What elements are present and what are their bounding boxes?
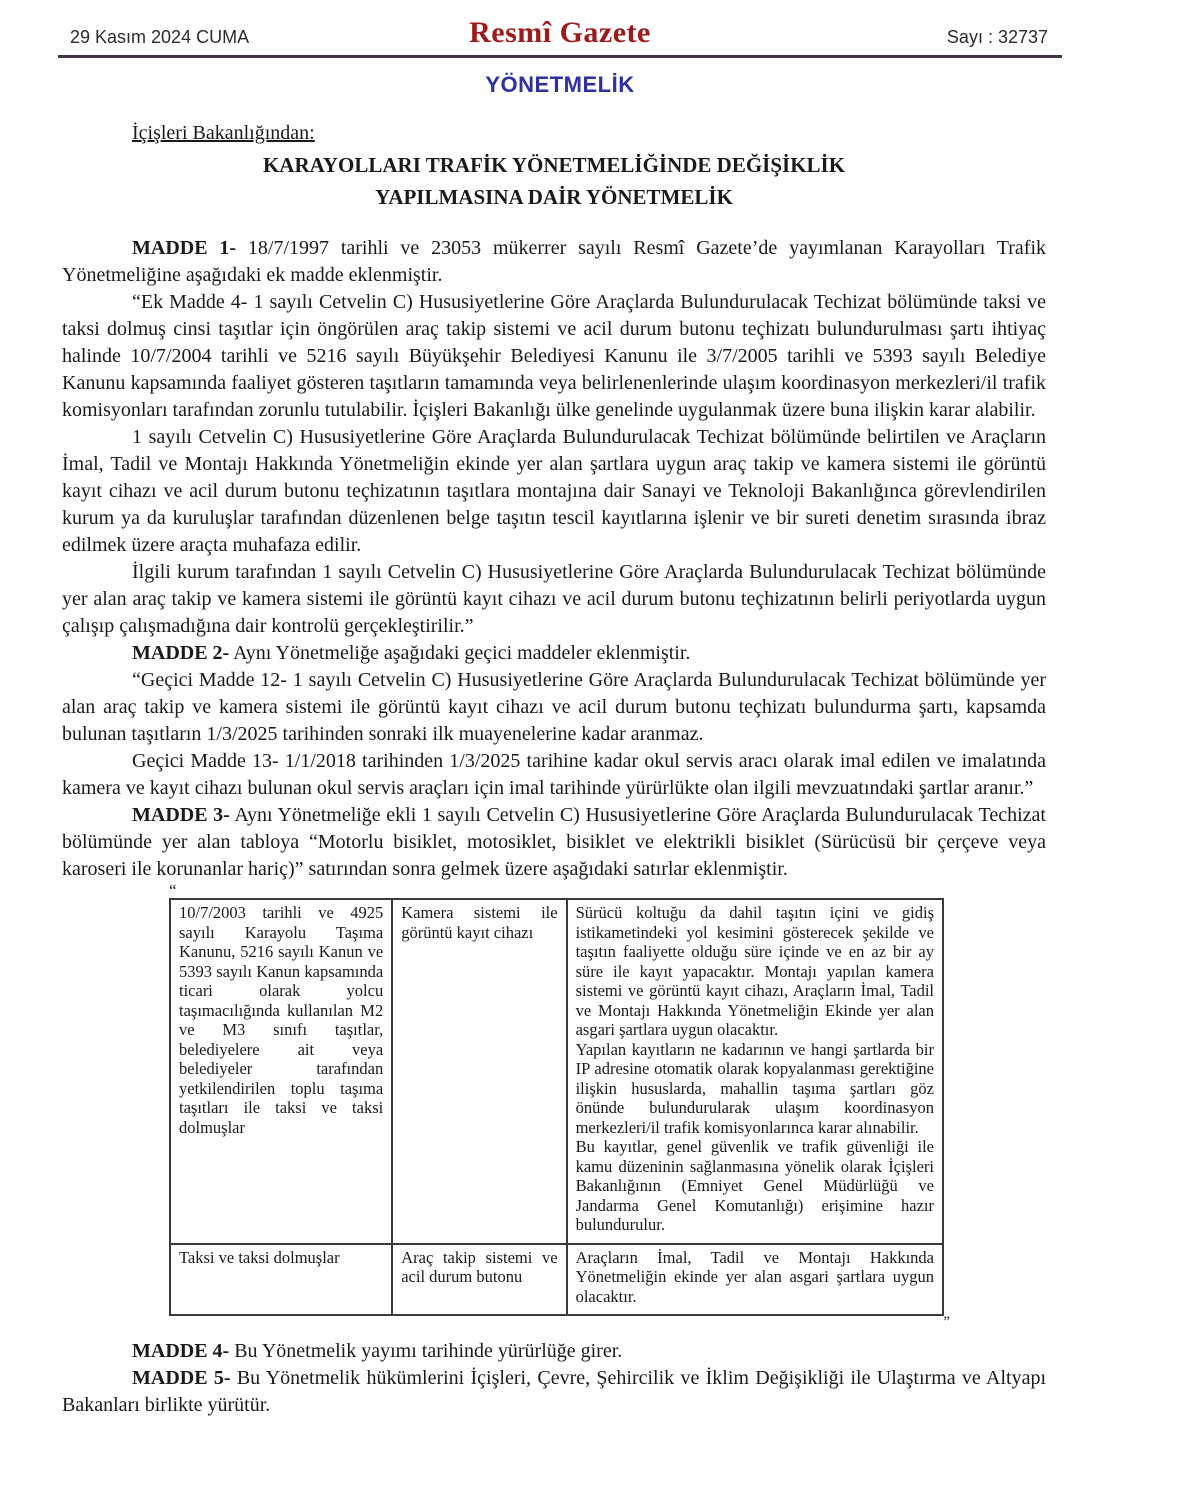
table-row-m2-m3	[170, 899, 943, 1244]
article-text: İlgili kurum tarafından 1 sayılı Cetvelin C) Hususiyetlerine Göre Araçlarda Bulundurulacak Techizat bölümünde yer alan araç takip ve kamera sistemi ile görüntü kayıt cihazı ve acil durum butonu teçhizatının belirli periyotlarda uygun çalışıp çalışmadığına dair kontrolü gerçekleştirilir.”	[62, 561, 1046, 637]
header-rule	[58, 55, 1062, 58]
document-title-line-1: KARAYOLLARI TRAFİK YÖNETMELİĞİNDE DEĞİŞİKLİK	[262, 153, 846, 177]
article-label: MADDE 5-	[132, 1367, 231, 1389]
article-text: Bu Yönetmelik yayımı tarihinde yürürlüğe girer.	[234, 1340, 623, 1362]
ministry-line: İçişleri Bakanlığından:	[132, 122, 315, 144]
paragraph-madde-5	[62, 1365, 1046, 1419]
paragraph-ilgili-kurum	[62, 559, 1046, 640]
paragraph-madde-3	[62, 802, 1046, 883]
section-heading: YÖNETMELİK	[485, 72, 635, 97]
paragraph-gecici-madde-12	[62, 667, 1046, 748]
issue-number: Sayı : 32737	[946, 27, 1048, 47]
header-date: 29 Kasım 2024 CUMA	[70, 27, 250, 47]
article-label: MADDE 3-	[132, 804, 230, 826]
article-label: MADDE 4-	[132, 1340, 230, 1362]
cell-requirements: Araçların İmal, Tadil ve Montajı Hakkında Yönetmeliğin ekinde yer alan asgari şartlara uygun olacaktır.	[567, 1244, 943, 1316]
regulation-table	[169, 898, 944, 1316]
requirement-paragraph: Bu kayıtlar, genel güvenlik ve trafik güvenliği ile kamu düzeninin sağlanmasına yönelik olarak İçişleri Bakanlığının (Emniyet Genel Müdürlüğü ve Jandarma Genel Komutanlığı) erişimine hazır bulundurulur.	[575, 1137, 934, 1234]
document-body	[62, 120, 1046, 1419]
paragraph-gecici-madde-13	[62, 748, 1046, 802]
cell-vehicle-scope: Taksi ve taksi dolmuşlar	[170, 1244, 392, 1316]
article-text: Aynı Yönetmeliğe aşağıdaki geçici maddeler eklenmiştir.	[233, 642, 691, 664]
article-label: MADDE 2-	[132, 642, 230, 664]
paragraph-ek-madde-4	[62, 289, 1046, 424]
cell-equipment: Araç takip sistemi ve acil durum butonu	[392, 1244, 566, 1316]
gazette-header	[58, 16, 1062, 52]
requirement-paragraph: Sürücü koltuğu da dahil taşıtın içini ve gidiş istikametindeki yol kesimini gösterecek şekilde ve taşıtın faaliyette olduğu süre içinde ve en az bir ay süre ile kayıt yapacaktır. Montajı yapılan kamera sistemi ve görüntü kayıt cihazı, Araçların İmal, Tadil ve Montajı Hakkında Yönetmeliğin Ekinde yer alan asgari şartlara uygun olacaktır.	[575, 903, 934, 1039]
article-label: MADDE 1-	[132, 237, 237, 259]
table-row-taksi	[170, 1244, 943, 1316]
masthead-title: Resmî Gazete	[469, 16, 651, 49]
table-closing-quote: ”	[943, 1314, 950, 1330]
document-title-line-2: YAPILMASINA DAİR YÖNETMELİK	[375, 185, 733, 209]
article-text: 18/7/1997 tarihli ve 23053 mükerrer sayılı Resmî Gazete’de yayımlanan Karayolları Trafik Yönetmeliğine aşağıdaki ek madde eklenmiştir.	[62, 237, 1047, 286]
article-text: “Geçici Madde 12- 1 sayılı Cetvelin C) Hususiyetlerine Göre Araçlarda Bulundurulacak Techizat bölümünde yer alan araç takip ve kamera sistemi ile görüntü kayıt cihazı ve acil durum butonu teçhizatı bulundurma şartı, kapsamda bulunan taşıtların 1/3/2025 tarihinden sonraki ilk muayenelerine kadar aranmaz.	[62, 669, 1046, 745]
paragraph-madde-2	[62, 640, 1046, 667]
article-text: 1 sayılı Cetvelin C) Hususiyetlerine Göre Araçlarda Bulundurulacak Techizat bölümünde belirtilen ve Araçların İmal, Tadil ve Montajı Hakkında Yönetmeliğin ekinde yer alan şartlara uygun araç takip ve kamera sistemi ile görüntü kayıt cihazı ve acil durum butonu teçhizatının taşıtlara montajına dair Sanayi ve Teknoloji Bakanlığınca görevlendirilen kurum ya da kuruluşlar tarafından düzenlenen belge taşıtın tescil kayıtlarına işlenir ve bir sureti denetim sırasında ibraz edilmek üzere araçta muhafaza edilir.	[62, 426, 1046, 556]
article-text: Bu Yönetmelik hükümlerini İçişleri, Çevre, Şehircilik ve İklim Değişikliği ile Ulaştırma ve Altyapı Bakanları birlikte yürütür.	[62, 1367, 1047, 1416]
article-text: Geçici Madde 13- 1/1/2018 tarihinden 1/3/2025 tarihine kadar okul servis aracı olarak imal edilen ve imalatında kamera ve kayıt cihazı bulunan okul servis araçları için imal tarihinde yürürlükte olan ilgili mevzuatındaki şartlar aranır.”	[62, 750, 1046, 799]
table-opening-quote: “	[169, 881, 177, 900]
cell-requirements	[567, 899, 943, 1244]
requirement-paragraph: Yapılan kayıtların ne kadarının ve hangi şartlarda bir IP adresine otomatik olarak kopyalanması gerektiğine ilişkin hususlarda, mahallin taşıma şartları göz önünde bulundurularak ulaşım koordinasyon merkezleri/il trafik komisyonlarınca karar alınabilir.	[575, 1039, 934, 1137]
article-text: Aynı Yönetmeliğe ekli 1 sayılı Cetvelin C) Hususiyetlerine Göre Araçlarda Bulundurulacak Techizat bölümünde yer alan tabloya “Motorlu bisiklet, motosiklet, bisiklet ve elektrikli bisiklet (Sürücüsü bir çerçeve veya karoseri ile korunanlar hariç)” satırından sonra gelmek üzere aşağıdaki satırlar eklenmiştir.	[62, 804, 1046, 880]
cell-vehicle-scope: 10/7/2003 tarihli ve 4925 sayılı Karayolu Taşıma Kanunu, 5216 sayılı Kanun ve 5393 sayılı Kanun kapsamında ticari olarak yolcu taşımacılığında kullanılan M2 ve M3 sınıfı taşıtlar, belediyelere ait veya belediyeler tarafından yetkilendirilen toplu taşıma taşıtları ile taksi ve taksi dolmuşlar	[170, 899, 392, 1244]
paragraph-madde-4	[62, 1338, 1046, 1365]
paragraph-madde-1	[62, 235, 1046, 289]
article-text: “Ek Madde 4- 1 sayılı Cetvelin C) Hususiyetlerine Göre Araçlarda Bulundurulacak Techizat bölümünde taksi ve taksi dolmuş cinsi taşıtlar için öngörülen araç takip sistemi ve acil durum butonu teçhizatı bulundurulması şartı ihtiyaç halinde 10/7/2004 tarihli ve 5216 sayılı Büyükşehir Belediyesi Kanunu ile 3/7/2005 tarihli ve 5393 sayılı Belediye Kanunu kapsamında faaliyet gösteren taşıtların tamamında veya belirlenenlerinde ulaşım koordinasyon merkezleri/il trafik komisyonları tarafından zorunlu tutulabilir. İçişleri Bakanlığı ülke genelinde uygulanmak üzere buna ilişkin karar alabilir.	[62, 291, 1046, 421]
cell-equipment: Kamera sistemi ile görüntü kayıt cihazı	[392, 899, 566, 1244]
paragraph-cetvel-belge	[62, 424, 1046, 559]
